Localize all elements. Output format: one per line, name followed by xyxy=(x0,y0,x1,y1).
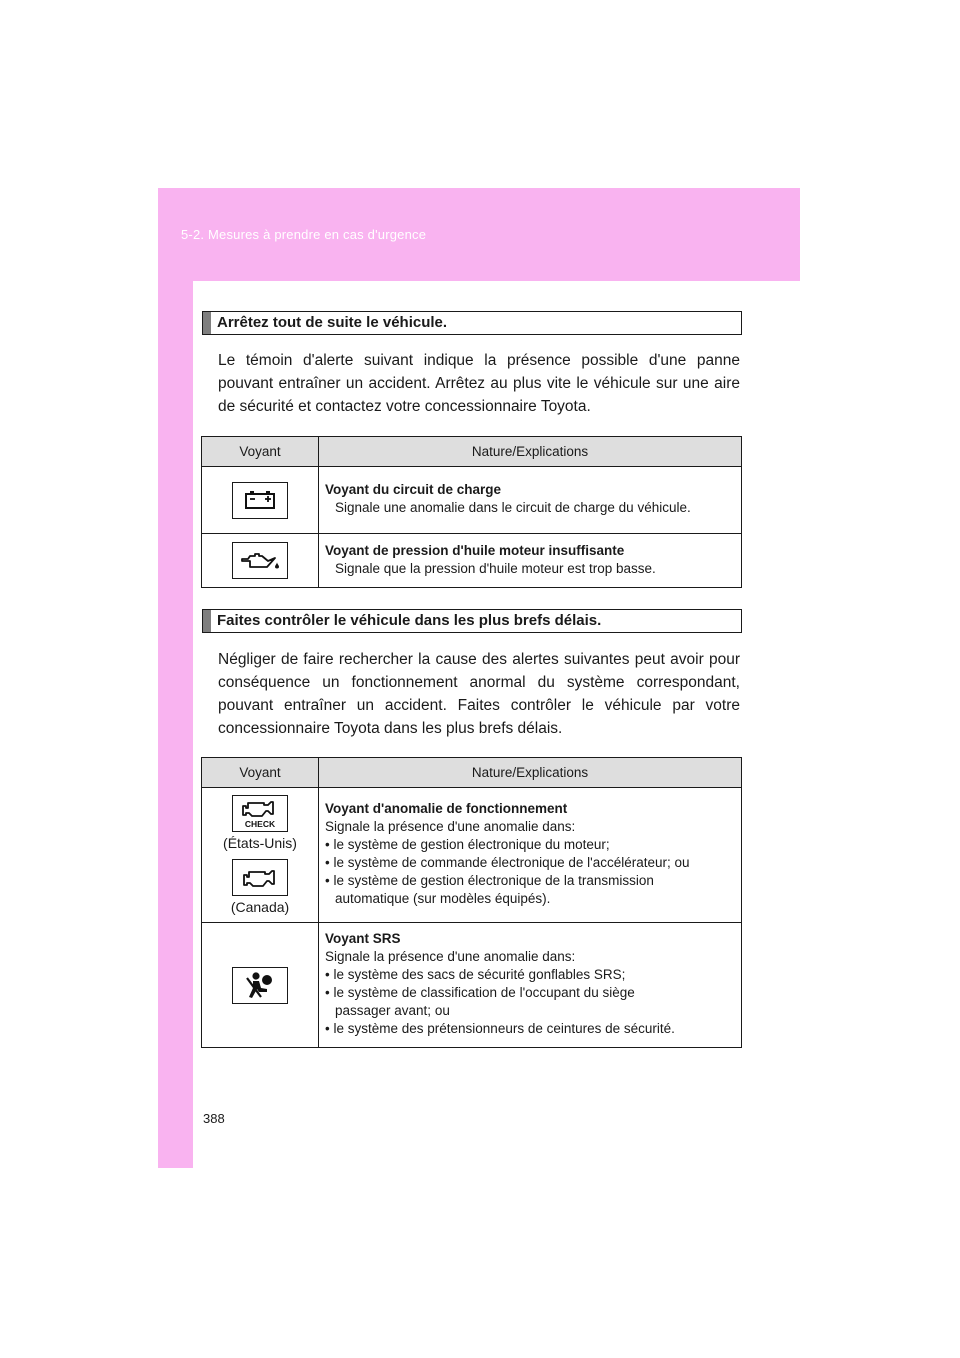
icon-cell xyxy=(202,534,319,588)
table-row xyxy=(202,467,742,534)
table-row xyxy=(202,534,742,588)
col-nature: Nature/Explications xyxy=(319,437,742,467)
warning-table-stop xyxy=(201,436,742,588)
section-intro: Le témoin d'alerte suivant indique la présence possible d'une panne pouvant entraîner un accident. Arrêtez au plus vite le véhicule sur une aire de sécurité et contactez votre concessionnaire Toyota. xyxy=(218,352,740,415)
page-number: 388 xyxy=(203,1111,225,1126)
check-badge-text: CHECK xyxy=(244,818,276,829)
warning-table-check xyxy=(201,757,742,1048)
icon-cell xyxy=(202,923,319,1048)
lamp-lead: Signale la présence d'une anomalie dans: xyxy=(325,819,576,834)
chapter-header-band xyxy=(158,188,800,281)
table-header-row xyxy=(202,758,742,788)
section-accent xyxy=(203,312,211,334)
icon-cell xyxy=(202,467,319,534)
col-voyant: Voyant xyxy=(202,437,319,467)
list-item: • le système de classification de l'occupant du siège xyxy=(325,985,635,1000)
description-cell xyxy=(319,788,742,923)
list-item: • le système de gestion électronique du moteur; xyxy=(325,837,610,852)
lamp-lead: Signale la présence d'une anomalie dans: xyxy=(325,949,576,964)
lamp-title: Voyant SRS xyxy=(325,931,401,946)
icon-cell xyxy=(202,788,319,923)
col-nature: Nature/Explications xyxy=(319,758,742,788)
description-cell xyxy=(319,467,742,534)
lamp-title: Voyant de pression d'huile moteur insuffisante xyxy=(325,542,625,558)
oil-pressure-icon xyxy=(232,542,288,579)
section-intro: Négliger de faire rechercher la cause des alertes suivantes peut avoir pour conséquence un fonctionnement anormal du système correspondant, pouvant entraîner un accident. Faites contrôler le véhicule par votre concessionnaire Toyota dans les plus brefs délais. xyxy=(218,651,740,737)
chapter-side-band xyxy=(158,281,193,1168)
section-heading-check xyxy=(202,609,742,633)
lamp-title: Voyant d'anomalie de fonctionnement xyxy=(325,801,568,816)
lamp-text: Signale une anomalie dans le circuit de charge du véhicule. xyxy=(335,500,691,515)
check-engine-icon xyxy=(232,795,288,832)
lamp-title: Voyant du circuit de charge xyxy=(325,482,502,497)
lamp-text: Signale que la pression d'huile moteur est trop basse. xyxy=(335,560,656,576)
region-label: (Canada) xyxy=(230,899,290,915)
table-row xyxy=(202,788,742,923)
section-accent xyxy=(203,610,211,632)
breadcrumb: 5-2. Mesures à prendre en cas d'urgence xyxy=(181,227,427,242)
srs-airbag-icon xyxy=(232,967,288,1004)
col-voyant: Voyant xyxy=(202,758,319,788)
section-heading-stop xyxy=(202,311,742,335)
list-item: • le système des prétensionneurs de ceintures de sécurité. xyxy=(325,1021,675,1036)
section-title: Faites contrôler le véhicule dans les plus brefs délais. xyxy=(217,612,602,629)
description-cell xyxy=(319,534,742,588)
region-label: (États-Unis) xyxy=(223,835,297,851)
section-title: Arrêtez tout de suite le véhicule. xyxy=(217,314,448,331)
battery-charge-icon xyxy=(232,482,288,519)
list-item: • le système des sacs de sécurité gonflables SRS; xyxy=(325,967,626,982)
description-cell xyxy=(319,923,742,1048)
table-row xyxy=(202,923,742,1048)
list-item: • le système de gestion électronique de la transmission xyxy=(325,873,654,888)
list-item: • le système de commande électronique de l'accélérateur; ou xyxy=(325,855,690,870)
list-item-continued: passager avant; ou xyxy=(335,1003,450,1018)
list-item-continued: automatique (sur modèles équipés). xyxy=(335,891,551,906)
engine-icon xyxy=(232,859,288,896)
table-header-row xyxy=(202,437,742,467)
